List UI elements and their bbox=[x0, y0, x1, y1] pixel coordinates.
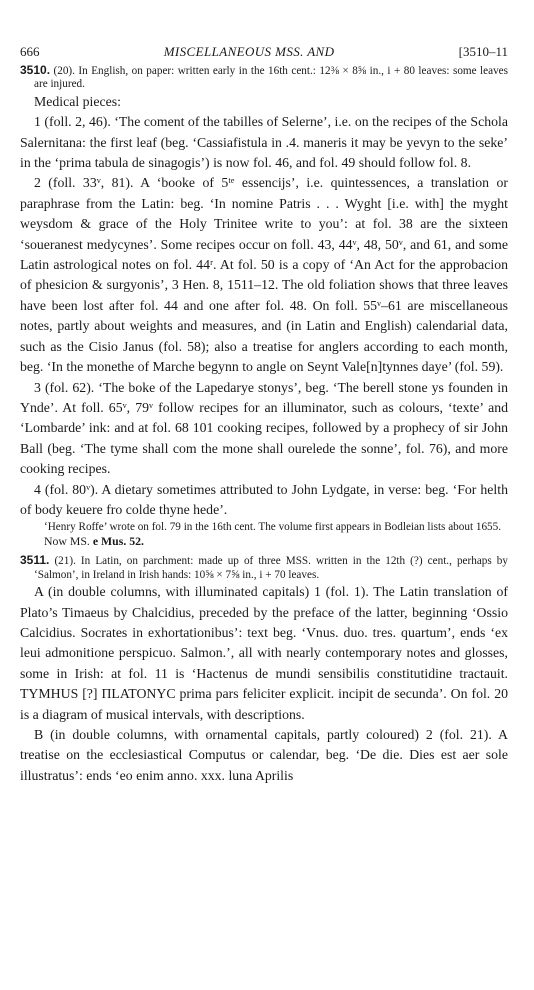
entry-range: [3510–11 bbox=[458, 44, 508, 59]
entry-3511-number: 3511. bbox=[20, 553, 50, 568]
entry-3510-paragraph: Medical pieces: bbox=[34, 93, 121, 109]
entry-3511-description: (21). In Latin, on parchment: made up of three MSS. written in the 12th (?) cent., perhaps by ‘Salmon’, in Ireland in Irish hands: 10⅝ × 7⅝ in., i + 70 leaves. bbox=[34, 555, 508, 581]
entry-3510-description: (20). In English, on paper: written early in the 16th cent.: 12⅜ × 8⅝ in., i + 80 leaves: some leaves are injured. bbox=[34, 65, 508, 91]
entry-3510-paragraph: 3 (fol. 62). ‘The boke of the Lapedarye stonys’, beg. ‘The berell stone ys founden in Ynde’. At foll. 65ᵛ, 79ᵛ follow recipes for an illuminator, such as colours, ‘texte’ and ‘Lombarde’ ink: and at fol. 68 101 cooking recipes, followed by a prophecy of sir John Ball (beg. ‘The tyme shall com the mone shall ourelede the sonne’, fol. 76), and more cooking recipes. bbox=[20, 379, 508, 477]
entry-3510-paragraph: 2 (foll. 33ᵛ, 81). A ‘booke of 5ᵗᵉ essencijs’, i.e. quintessences, a translation or paraphrase from the Latin: beg. ‘In nomine Patris . . . Wyght [i.e. with] the myght weysdom & grace of the Holy Trinitee write to you’: at fol. 38 are the sixteen ‘soueranest medycynes’. Some recipes occur on foll. 43, 44ᵛ, 48, 50ᵛ, and 61, and some Latin astrological notes on fol. 44ʳ. At fol. 50 is a copy of ‘An Act for the approbacion of phesicion & surgyonis’, 3 Hen. 8, 1511–12. The old foliation shows that three leaves have been lost after fol. 44 and one after fol. 48. On foll. 55ᵛ–61 are miscellaneous notes, partly about weights and measures, and (in Latin and English) calendarial data, such as the Cisio Janus (fol. 58); also a treatise for anglers according to each month, beg. ‘In the monethe of Marche begynn to angle on Seynt Vale[n]tynnes daye’ (fol. 59). bbox=[20, 175, 508, 375]
entry-3510-paragraph: 1 (foll. 2, 46). ‘The coment of the tabilles of Selerne’, i.e. on the recipes of the Schola Salernitana: the first leaf (beg. ‘Cassiafistula in .4. maneris it may be yevyn to the seke’ in the ‘prima tabula de sinagogis’) is now fol. 46, and fol. 49 should follow fol. 8. bbox=[20, 114, 508, 171]
entry-3510-number: 3510. bbox=[20, 63, 51, 77]
entry-3510-paragraph: 4 (fol. 80ᵛ). A dietary sometimes attributed to John Lydgate, in verse: beg. ‘For helth of body keuere fro colde thyne hede’. bbox=[20, 481, 508, 517]
entry-3511-paragraph: A (in double columns, with illuminated capitals) 1 (fol. 1). The Latin translation of Plato’s Timaeus by Chalcidius, preceded by the preface of the latter, beginning ‘Ossio Calcidius. Socrates in exhortationibus’: text beg. ‘Vnus. duo. tres. quartum’, ends ‘ex leui admonitione perspicuo. Salmon.’, all with nearly contemporary notes and glosses, some in Irish: at fol. 11 is ‘Hactenus de mundi sensibilis constitutidine tractauit. TYMHUS [?] ΠLATONYC prima pars feliciter explicit. incipit de secunda’. On fol. 20 is a diagram of musical intervals, with descriptions. bbox=[20, 584, 508, 722]
document-page bbox=[20, 44, 508, 786]
entry-3511-paragraph: B (in double columns, with ornamental capitals, partly coloured) 2 (fol. 21). A treatise on the ecclesiastical Computus or calendar, beg. ‘De die. Dies est aer sole illustratus’: ends ‘eo enim anno. xxx. luna Aprilis bbox=[20, 727, 508, 783]
entry-3510-note: ‘Henry Roffe’ wrote on fol. 79 in the 16th cent. The volume first appears in Bodleian lists about 1655. bbox=[44, 521, 502, 534]
shelfmark-value: e Mus. 52. bbox=[92, 534, 144, 549]
page-number: 666 bbox=[20, 44, 40, 59]
entry-3511-header bbox=[20, 554, 508, 582]
running-head bbox=[20, 44, 508, 60]
running-title: MISCELLANEOUS MSS. AND bbox=[163, 44, 335, 59]
shelfmark-prefix: Now MS. bbox=[44, 534, 90, 549]
entry-3510-header bbox=[20, 64, 508, 92]
entry-3510-shelfmark bbox=[20, 534, 508, 548]
